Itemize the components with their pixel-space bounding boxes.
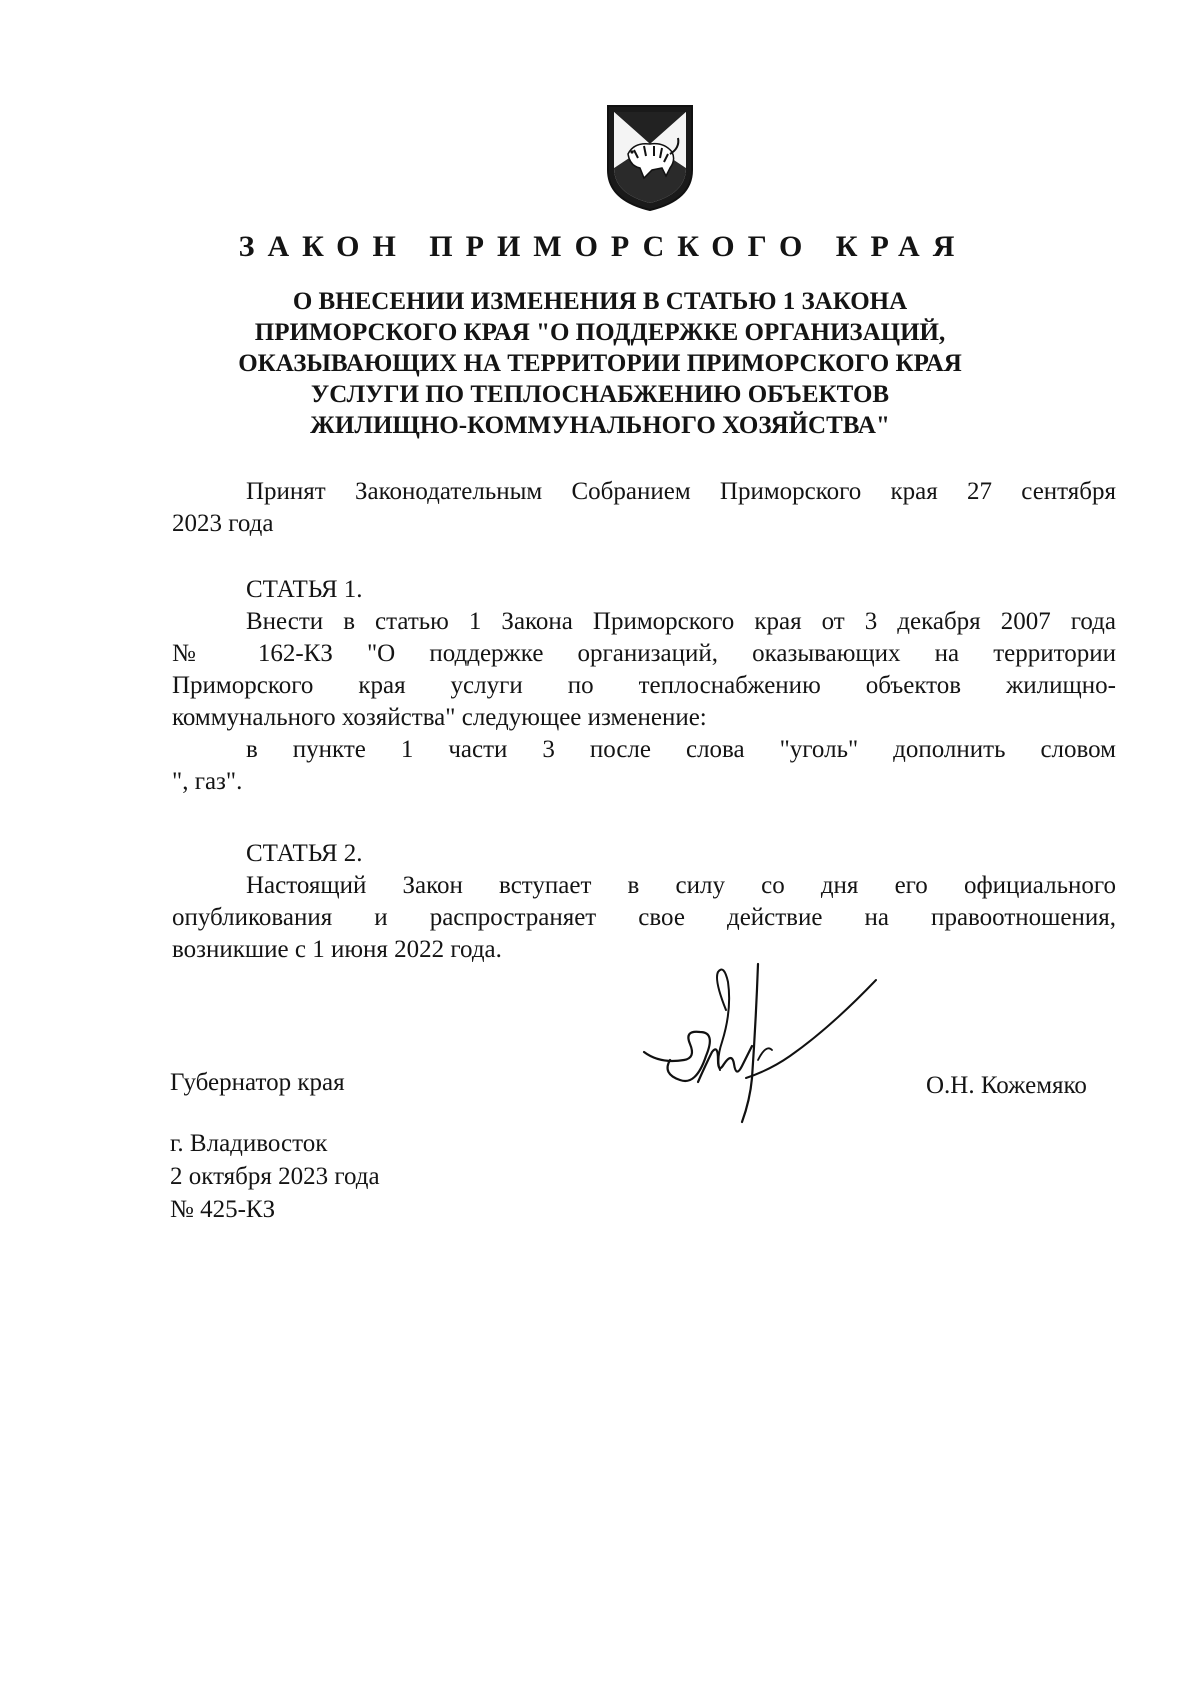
- paragraph-line: коммунального хозяйства" следующее изменение:: [172, 704, 707, 731]
- document-title: ЗАКОН ПРИМОРСКОГО КРАЯ: [238, 230, 968, 263]
- article-2-heading: СТАТЬЯ 2.: [246, 840, 363, 867]
- paragraph-line: Принят Законодательным Собранием Приморского края 27 сентября: [246, 478, 1116, 505]
- subtitle-line: ПРИМОРСКОГО КРАЯ "О ПОДДЕРЖКЕ ОРГАНИЗАЦИЙ,: [254, 319, 946, 346]
- adoption-paragraph: [172, 476, 1116, 540]
- signatory-name: О.Н. Кожемяко: [926, 1072, 1087, 1099]
- paragraph-line: Внести в статью 1 Закона Приморского края от 3 декабря 2007 года: [246, 608, 1116, 635]
- article-1-heading: СТАТЬЯ 1.: [246, 576, 363, 603]
- subtitle-line: ЖИЛИЩНО-КОММУНАЛЬНОГО ХОЗЯЙСТВА": [310, 412, 890, 439]
- footer-city: г. Владивосток: [170, 1130, 328, 1157]
- document-footer: [170, 1127, 380, 1226]
- paragraph-line: № 162-КЗ "О поддержке организаций, оказывающих на территории: [172, 640, 1116, 667]
- signatory-position: Губернатор края: [170, 1069, 345, 1096]
- paragraph-line: ", газ".: [172, 768, 243, 795]
- handwritten-signature-icon: [640, 960, 880, 1130]
- article-2-body: [172, 870, 1116, 966]
- subtitle-line: ОКАЗЫВАЮЩИХ НА ТЕРРИТОРИИ ПРИМОРСКОГО КРАЯ: [238, 350, 962, 377]
- footer-number: № 425-КЗ: [170, 1196, 276, 1223]
- coat-of-arms-icon: [604, 104, 696, 212]
- footer-date: 2 октября 2023 года: [170, 1163, 380, 1190]
- paragraph-line: возникшие с 1 июня 2022 года.: [172, 936, 502, 963]
- article-1-body: [172, 606, 1116, 798]
- paragraph-line: в пункте 1 части 3 после слова "уголь" дополнить словом: [246, 736, 1116, 763]
- subtitle-line: УСЛУГИ ПО ТЕПЛОСНАБЖЕНИЮ ОБЪЕКТОВ: [310, 381, 890, 408]
- paragraph-line: 2023 года: [172, 510, 274, 537]
- paragraph-line: опубликования и распространяет свое действие на правоотношения,: [172, 904, 1116, 931]
- subtitle-line: О ВНЕСЕНИИ ИЗМЕНЕНИЯ В СТАТЬЮ 1 ЗАКОНА: [292, 288, 908, 315]
- paragraph-line: Приморского края услуги по теплоснабжению объектов жилищно-: [172, 672, 1116, 699]
- paragraph-line: Настоящий Закон вступает в силу со дня его официального: [246, 872, 1116, 899]
- document-subtitle: [190, 286, 1010, 441]
